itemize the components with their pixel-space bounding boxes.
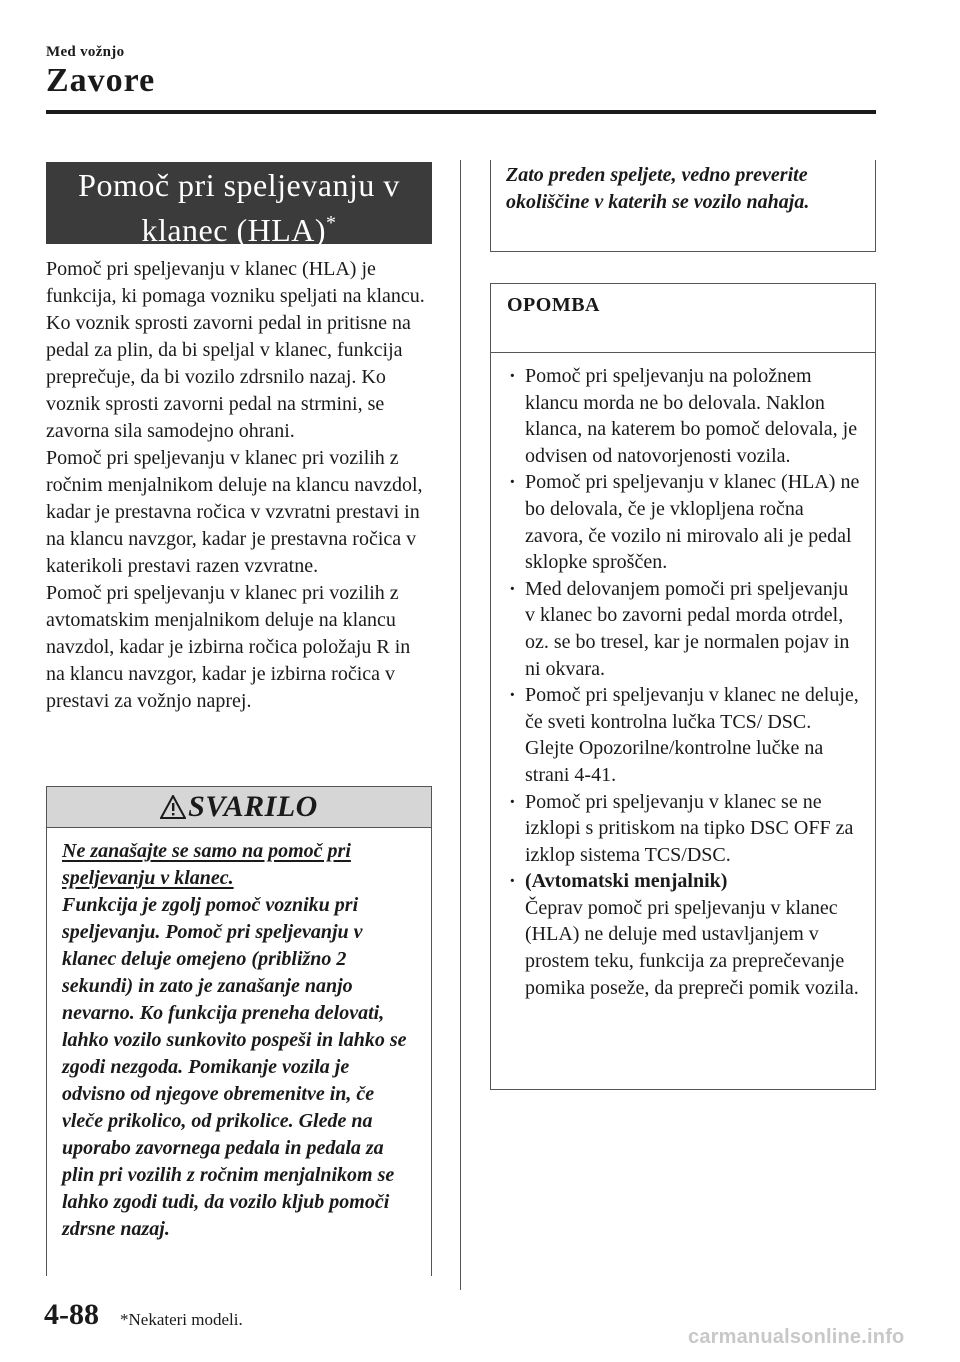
section-label: Med vožnjo [46,44,125,60]
warning-text: Funkcija je zgolj pomoč vozniku pri speljevanju. Pomoč pri speljevanju v klanec deluje omejeno (približno 2 sekundi) in zato je zanašanje nanjo nevarno. Ko funkcija preneha delovati, lahko vozilo sunkovito pospeši in lahko se zgodi nezgoda. Pomikanje vozila je odvisno od njegove obremenitve in, če vleče prikolico, od prikolice. Glede na uporabo zavornega pedala in pedala za plin pri vozilih z ročnim menjalnikom se lahko zgodi tudi, da vozilo kljub pomoči zdrsne nazaj. [62,894,407,1240]
note-item-text: Pomoč pri speljevanju v klanec (HLA) ne bo delovala, če je vklopljena ročna zavora, če vozilo ni mirovalo ali je pedal sklopke sproščen. [525,471,860,574]
page-title: Zavore [46,62,156,99]
header-divider [46,110,876,114]
note-item-text: Med delovanjem pomoči pri speljevanju v klanec bo zavorni pedal morda otrdel, oz. se bo tresel, kar je normalen pojav in ni okvara. [525,577,850,680]
note-item-text: Pomoč pri speljevanju v klanec ne deluje, če sveti kontrolna lučka TCS/ DSC. [525,684,859,733]
note-item-text: Pomoč pri speljevanju na položnem klancu morda ne bo delovala. Naklon klanca, na katerem bo pomoč delovala, je odvisen od natovorjenosti vozila. [525,365,858,467]
body-text [46,256,432,715]
bullet-icon: · [509,870,516,893]
note-item-heading: (Avtomatski menjalnik) [525,870,728,893]
list-item [505,868,863,1001]
footnote: *Nekateri modeli. [120,1310,243,1329]
page-number: 4-88 [44,1298,99,1331]
list-item [505,363,863,469]
column-divider [460,160,461,1290]
bullet-icon: · [509,471,516,494]
note-box [490,283,876,1090]
page-reference: Glejte Opozorilne/kontrolne lučke na strani 4-41. [525,737,824,786]
warning-label: SVARILO [188,790,318,823]
note-header: OPOMBA [491,284,875,353]
bullet-icon: · [509,365,516,387]
note-item-text: Čeprav pomoč pri speljevanju v klanec (HLA) ne deluje med ustavljanjem v prostem teku, funkcija za preprečevanje pomika poseže, da prepreči pomik vozila. [525,896,859,999]
paragraph: Pomoč pri speljevanju v klanec pri vozilih z avtomatskim menjalnikom deluje na klancu navzdol, kadar je izbirna ročica položaju R in na klancu navzgor, kadar je izbirna ročica v prestavi za vožnjo naprej. [46,582,411,712]
warning-continued-text: Zato preden speljete, vedno preverite okoliščine v katerih se vozilo nahaja. [506,164,810,213]
section-title: Pomoč pri speljevanju v klanec (HLA) [78,167,400,248]
list-item [505,682,863,788]
warning-box [46,786,432,1276]
bullet-icon: · [509,684,516,707]
note-list [491,353,875,1001]
paragraph: Pomoč pri speljevanju v klanec (HLA) je funkcija, ki pomaga vozniku speljati na klancu. Ko voznik sprosti zavorni pedal in pritisne na pedal za plin, da bi speljal v klanec, funkcija preprečuje, da bi vozilo zdrsnilo nazaj. Ko voznik sprosti zavorni pedal na strmini, se zavorna sila samodejno ohrani. [46,258,425,442]
bullet-icon: · [509,577,516,600]
list-item [505,576,863,682]
model-marker: * [326,212,337,234]
watermark: carmanualsonline.info [688,1326,905,1348]
list-item [505,789,863,869]
warning-body [47,828,431,1243]
paragraph: Pomoč pri speljevanju v klanec pri vozilih z ročnim menjalnikom deluje na klancu navzdol, kadar je prestavna ročica v vzvratni prestavi in na klancu navzgor, kadar je prestavna ročica v katerikoli prestavi razen vzvratne. [46,447,423,577]
note-item-text: Pomoč pri speljevanju v klanec se ne izklopi s pritiskom na tipko DSC OFF za izklop sistema TCS/DSC. [525,790,854,866]
warning-underlined-text: Ne zanašajte se samo na pomoč pri speljevanju v klanec. [62,840,351,889]
warning-header [47,786,431,828]
section-title-box [46,162,432,248]
warning-continued-box [490,160,876,252]
list-item [505,469,863,575]
bullet-icon: · [509,790,516,813]
warning-triangle-icon [160,795,186,819]
